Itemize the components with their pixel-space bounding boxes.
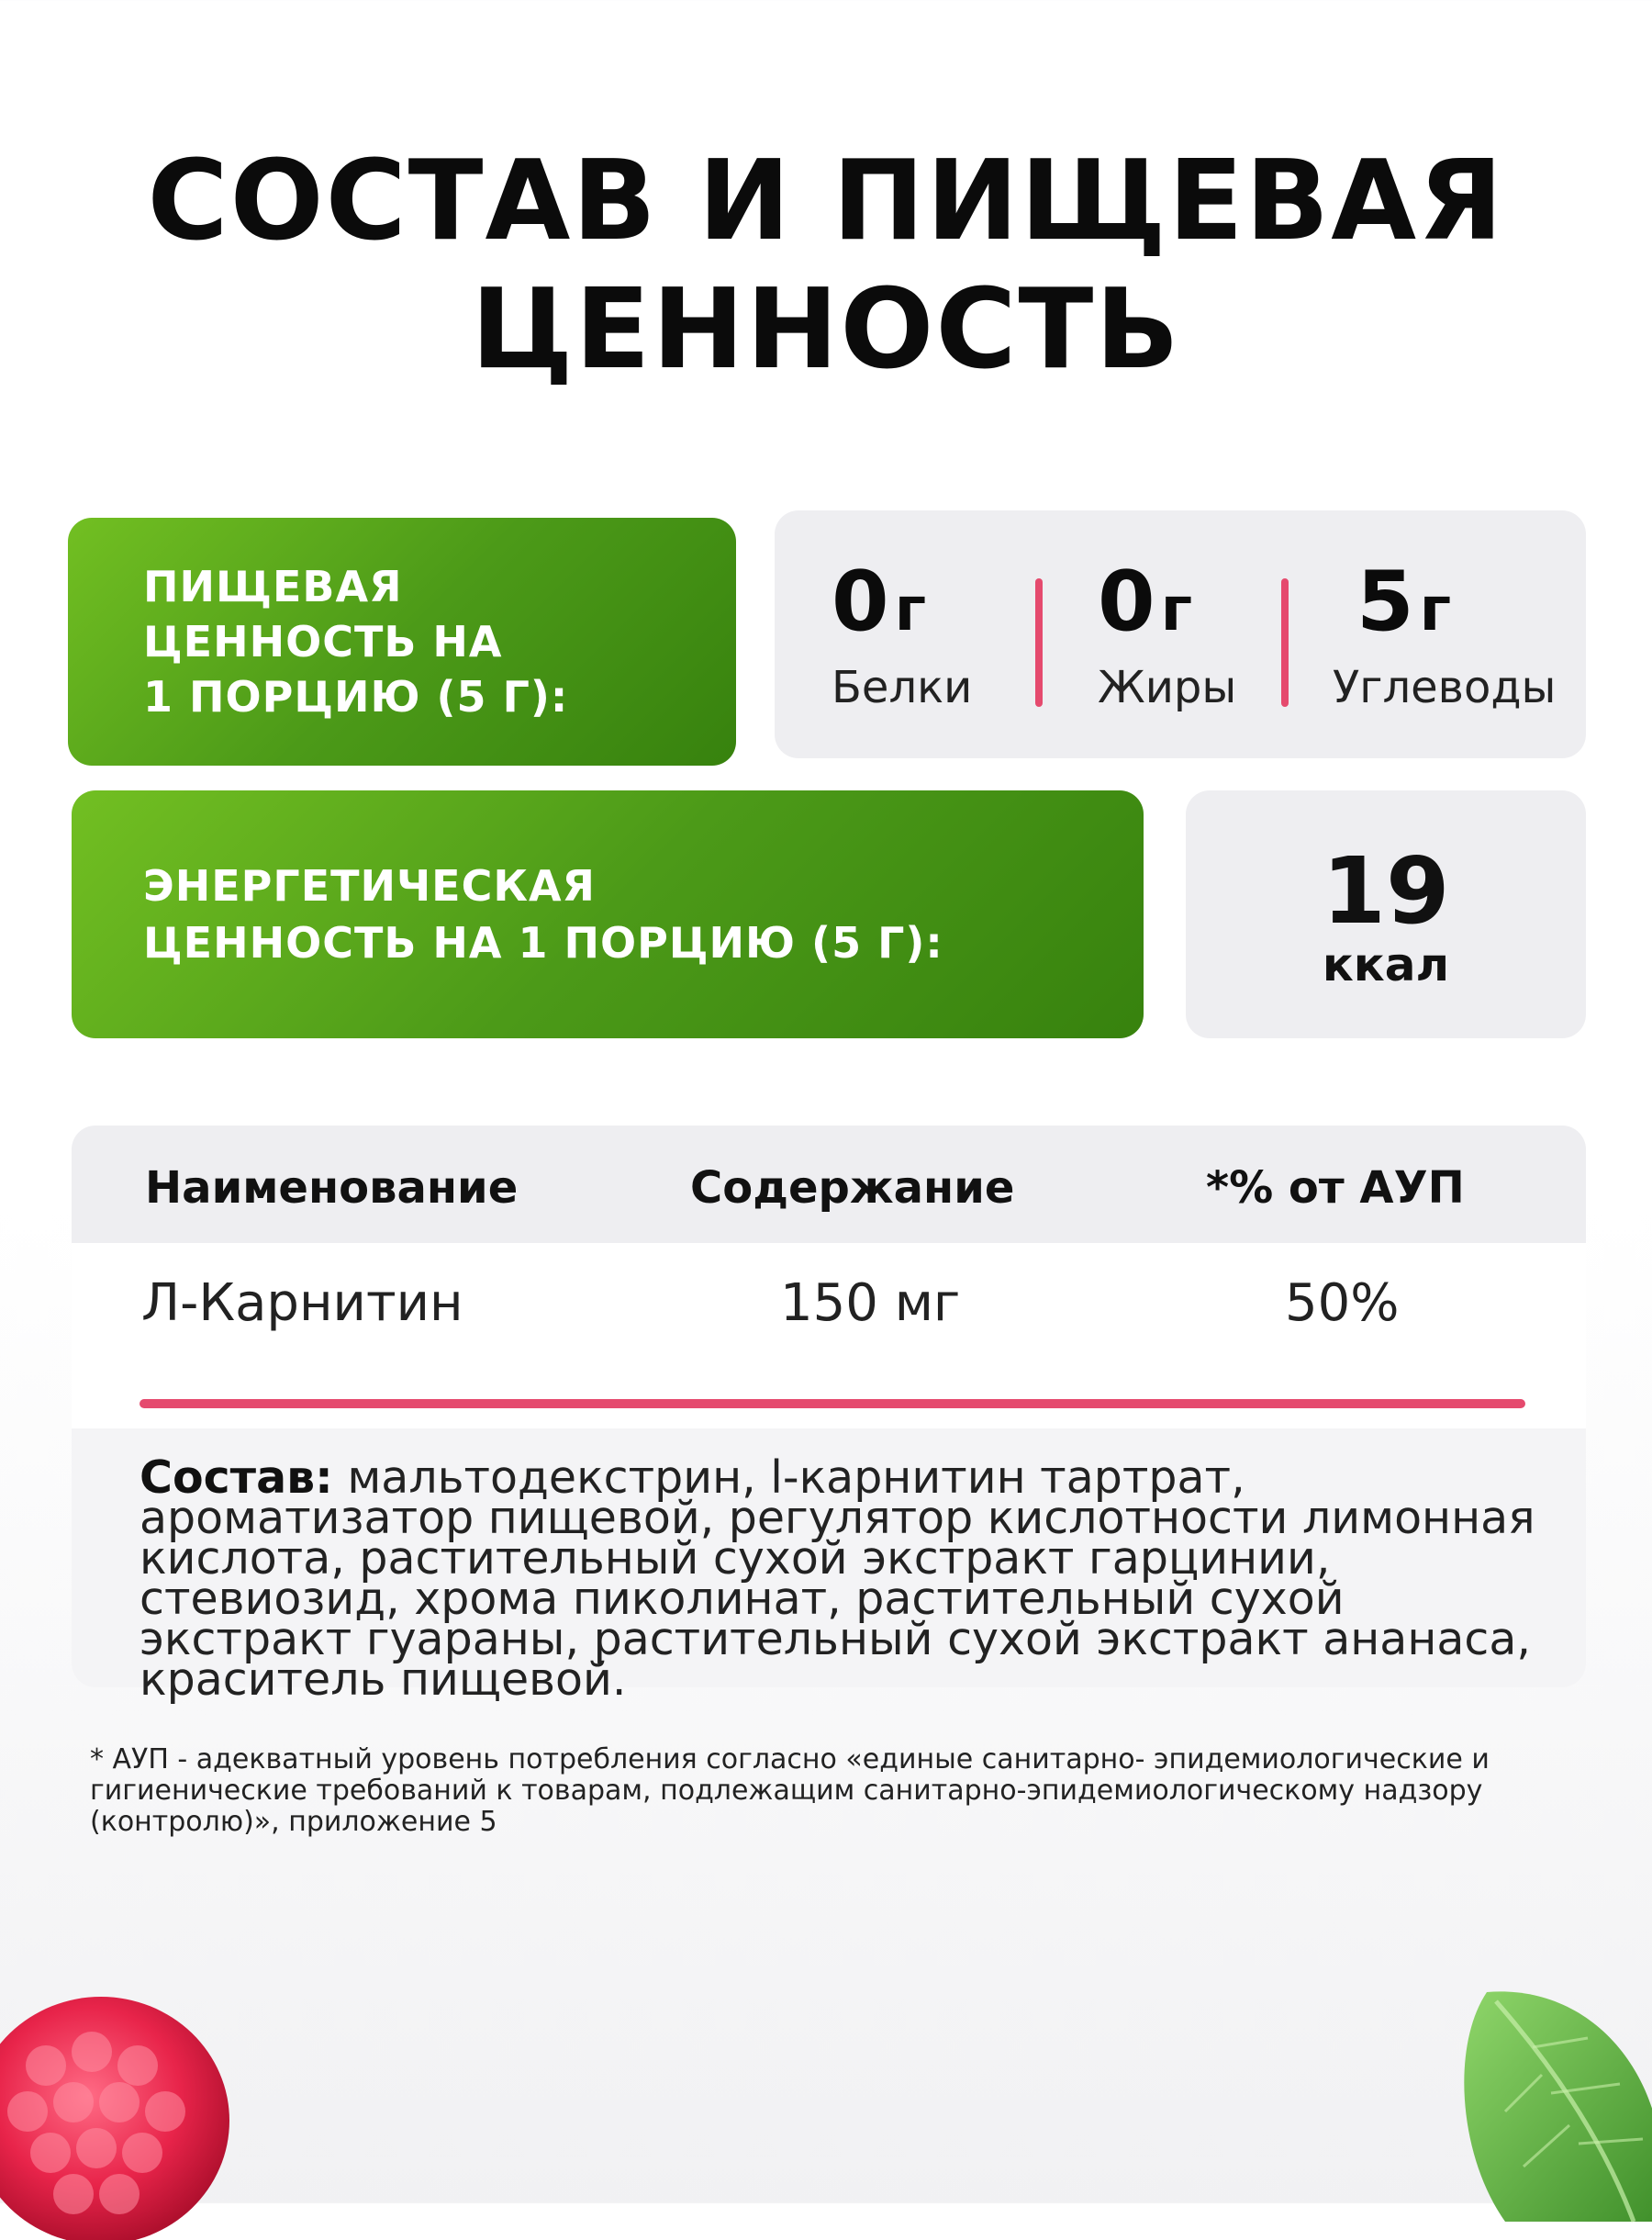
macro-protein-unit: г	[894, 574, 927, 644]
energy-unit: ккал	[1322, 938, 1450, 991]
macro-fat-name: Жиры	[1098, 662, 1237, 713]
nutrition-label	[143, 559, 568, 724]
macro-carbs-unit: г	[1419, 574, 1452, 644]
raspberry-image	[0, 1965, 239, 2240]
table-cell-percent: 50%	[1285, 1273, 1400, 1333]
nutrition-label-line-2: ЦЕННОСТЬ НА	[143, 617, 503, 666]
page-title-line-2: ЦЕННОСТЬ	[471, 266, 1181, 394]
table-cell-name: Л-Карнитин	[141, 1273, 463, 1333]
macro-divider	[1035, 578, 1043, 707]
mint-leaf-image	[1450, 1974, 1652, 2231]
macro-fat-number: 0	[1098, 554, 1155, 650]
page-title	[0, 138, 1652, 395]
macro-fat-value	[1098, 552, 1236, 660]
table-header-percent: *% от АУП	[1206, 1162, 1465, 1214]
table-cell-content: 150 мг	[780, 1273, 961, 1333]
nutrients-table	[72, 1126, 1586, 1706]
macro-protein	[832, 552, 972, 715]
energy-label	[143, 857, 943, 971]
composition-label: Состав:	[140, 1451, 333, 1504]
nutrition-label-line-1: ПИЩЕВАЯ	[143, 562, 403, 611]
energy-value-panel	[1186, 790, 1586, 1038]
energy-label-panel	[72, 790, 1144, 1038]
macro-protein-name: Белки	[832, 662, 973, 713]
energy-label-line-2: ЦЕННОСТЬ НА 1 ПОРЦИЮ (5 Г):	[143, 918, 943, 968]
composition-text	[140, 1451, 1553, 1706]
macro-carbs-name: Углеводы	[1333, 662, 1557, 713]
macro-divider	[1281, 578, 1289, 707]
macro-fat	[1098, 552, 1236, 715]
table-divider	[140, 1399, 1525, 1408]
macro-carbs-value	[1333, 552, 1556, 660]
table-header	[72, 1126, 1586, 1243]
macro-carbs	[1333, 552, 1556, 715]
energy-value: 19	[1322, 837, 1450, 945]
composition-ingredients: мальтодекстрин, l-карнитин тартрат, ароматизатор пищевой, регулятор кислотности лимонная кислота, растительный сухой экстракт гарцинии, стевиозид, хрома пиколинат, растительный сухой экстракт гуараны, растительный сухой экстракт ананаса, краситель пищевой.	[140, 1451, 1535, 1706]
page-title-line-1: СОСТАВ И ПИЩЕВАЯ	[147, 138, 1505, 265]
table-header-content: Содержание	[690, 1162, 1015, 1214]
macro-protein-number: 0	[832, 554, 889, 650]
macro-carbs-number: 5	[1356, 554, 1414, 650]
macro-protein-value	[832, 552, 972, 660]
footnote: * АУП - адекватный уровень потребления согласно «единые санитарно- эпидемиологические и гигиенические требований к товарам, подлежащим санитарно-эпидемиологическому надзору (контролю)», приложение 5	[90, 1743, 1490, 1838]
nutrition-label-line-3: 1 ПОРЦИЮ (5 Г):	[143, 672, 569, 722]
macro-fat-unit: г	[1160, 574, 1193, 644]
energy-label-line-1: ЭНЕРГЕТИЧЕСКАЯ	[143, 861, 596, 911]
table-header-name: Наименование	[145, 1162, 519, 1214]
nutrition-label-panel	[68, 518, 736, 766]
macros-panel	[775, 510, 1586, 758]
